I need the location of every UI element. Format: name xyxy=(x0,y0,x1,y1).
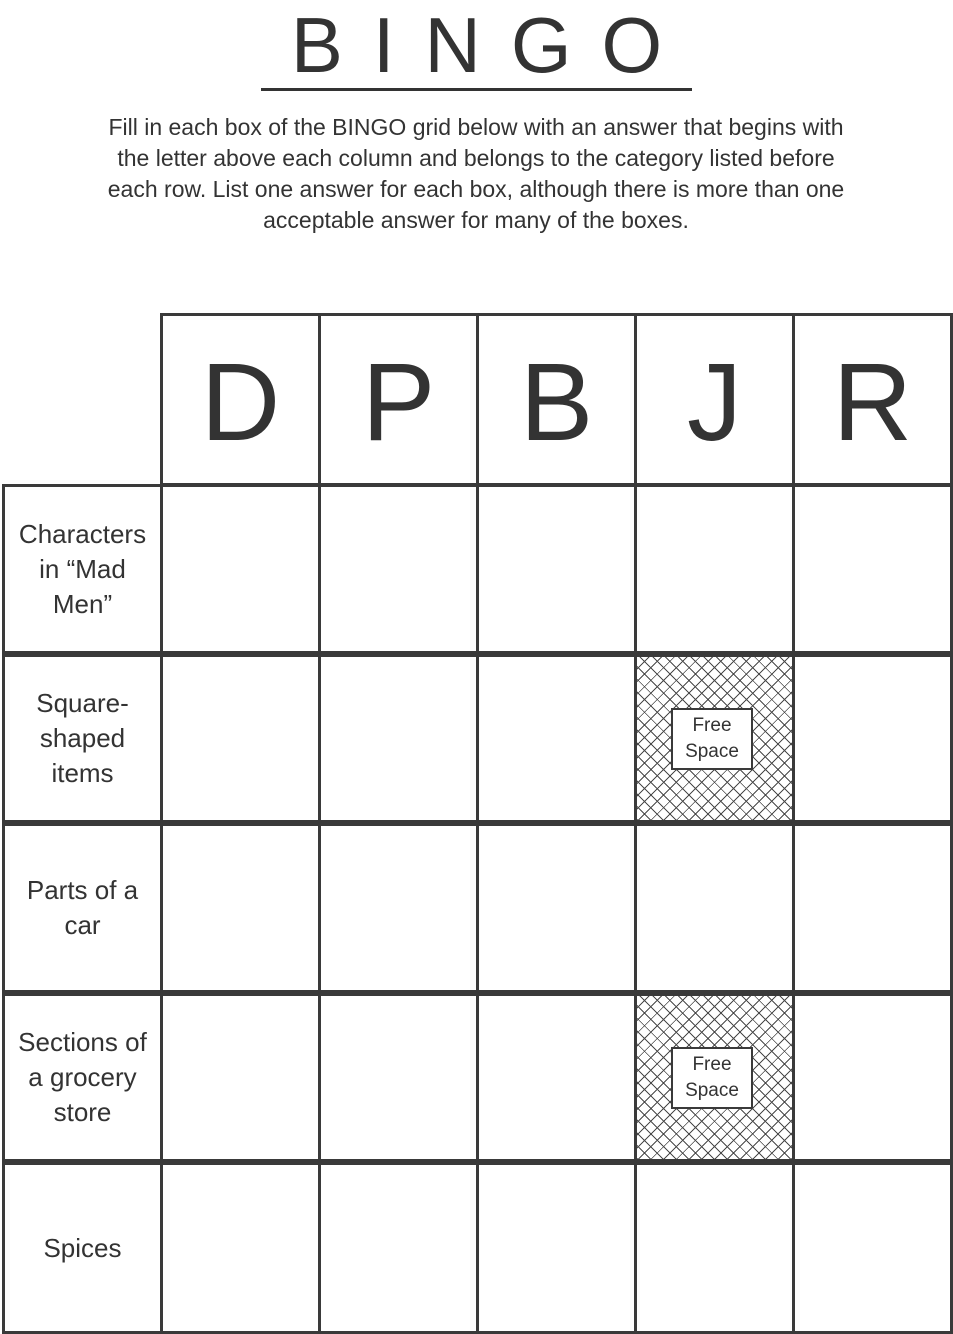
row-label-text: Square-shaped items xyxy=(36,688,129,788)
row-label-1 xyxy=(2,484,163,654)
answer-box-r1-j[interactable] xyxy=(634,484,795,654)
column-header-p xyxy=(318,313,479,486)
answer-box-r4-r[interactable] xyxy=(792,993,953,1162)
column-header-d xyxy=(160,313,321,486)
column-header-r xyxy=(792,313,953,486)
answer-box-r1-b[interactable] xyxy=(476,484,637,654)
answer-box-r5-p[interactable] xyxy=(318,1162,479,1334)
row-label-5 xyxy=(2,1162,163,1334)
answer-box-r1-p[interactable] xyxy=(318,484,479,654)
column-header-j xyxy=(634,313,795,486)
row-label-4 xyxy=(2,993,163,1162)
answer-box-r5-d[interactable] xyxy=(160,1162,321,1334)
answer-box-r3-p[interactable] xyxy=(318,823,479,993)
answer-box-r4-p[interactable] xyxy=(318,993,479,1162)
free-space-cell xyxy=(634,993,795,1162)
row-label-2 xyxy=(2,654,163,823)
answer-box-r5-j[interactable] xyxy=(634,1162,795,1334)
free-space-text: Free Space xyxy=(685,1054,739,1101)
column-letter: D xyxy=(200,340,281,464)
row-label-3 xyxy=(2,823,163,993)
row-label-text: Parts of a car xyxy=(26,875,139,940)
row-label-text: Characters in “Mad Men” xyxy=(18,518,147,619)
column-letter: P xyxy=(361,340,436,464)
answer-box-r3-d[interactable] xyxy=(160,823,321,993)
free-space-label xyxy=(671,708,753,770)
answer-box-r1-r[interactable] xyxy=(792,484,953,654)
answer-box-r4-d[interactable] xyxy=(160,993,321,1162)
answer-box-r3-r[interactable] xyxy=(792,823,953,993)
answer-box-r2-r[interactable] xyxy=(792,654,953,823)
column-letter: R xyxy=(832,340,913,464)
free-space-cell xyxy=(634,654,795,823)
answer-box-r1-d[interactable] xyxy=(160,484,321,654)
column-header-b xyxy=(476,313,637,486)
free-space-label xyxy=(671,1047,753,1109)
page-title: BINGO xyxy=(261,2,692,91)
row-label-text: Spices xyxy=(43,1232,122,1263)
answer-box-r2-p[interactable] xyxy=(318,654,479,823)
column-letter: J xyxy=(687,340,742,464)
instructions: Fill in each box of the BINGO grid below with an answer that begins with the letter above each column and belongs to the category listed before each row. List one answer for each box, although there is more than one acceptable answer for many of the boxes. xyxy=(107,114,845,233)
answer-box-r3-b[interactable] xyxy=(476,823,637,993)
free-space-text: Free Space xyxy=(685,715,739,762)
column-letter: B xyxy=(519,340,594,464)
answer-box-r2-b[interactable] xyxy=(476,654,637,823)
answer-box-r2-d[interactable] xyxy=(160,654,321,823)
answer-box-r4-b[interactable] xyxy=(476,993,637,1162)
answer-box-r5-r[interactable] xyxy=(792,1162,953,1334)
page-title-wrapper xyxy=(0,2,953,91)
answer-box-r3-j[interactable] xyxy=(634,823,795,993)
row-label-text: Sections of a grocery store xyxy=(18,1027,147,1127)
answer-box-r5-b[interactable] xyxy=(476,1162,637,1334)
